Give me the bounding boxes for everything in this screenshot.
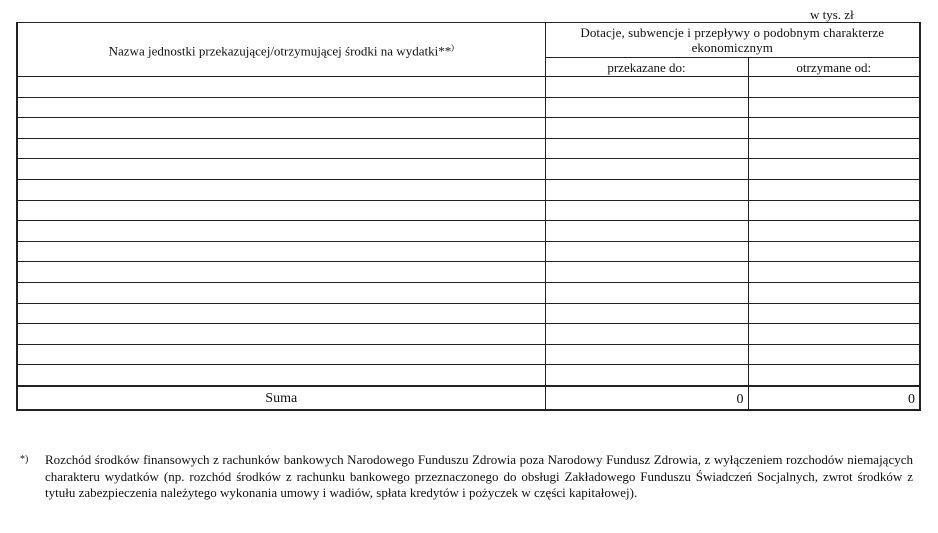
footnote-text: Rozchód środków finansowych z rachunków bankowych Narodowego Funduszu Zdrowia poza Narodowy Fundusz Zdrowia, z wyłączeniem rozchodów niemających charakteru wydatków (np. rozchód środków z rachunku bankowego przeznaczonego do obsługi Zakładowego Funduszu Świadczeń Socjalnych, zwrot środków z tytułu zabezpieczenia należytego wykonania umowy i wadiów, spłata kredytów i pożyczek w części kapitałowej). bbox=[45, 452, 913, 500]
transferred-to-header: przekazane do: bbox=[545, 58, 748, 77]
unit-name-cell bbox=[17, 159, 545, 180]
table-body bbox=[17, 77, 920, 386]
table-row bbox=[17, 221, 920, 242]
transferred-to-cell bbox=[545, 138, 748, 159]
received-from-cell bbox=[748, 262, 920, 283]
transferred-to-cell bbox=[545, 179, 748, 200]
transferred-to-cell bbox=[545, 344, 748, 365]
transferred-to-cell bbox=[545, 282, 748, 303]
sum-label: Suma bbox=[17, 386, 545, 410]
unit-name-cell bbox=[17, 97, 545, 118]
table-row bbox=[17, 344, 920, 365]
received-from-cell bbox=[748, 138, 920, 159]
table-row bbox=[17, 262, 920, 283]
transferred-to-cell bbox=[545, 97, 748, 118]
table-row bbox=[17, 200, 920, 221]
transferred-to-cell bbox=[545, 241, 748, 262]
unit-name-cell bbox=[17, 200, 545, 221]
footnote bbox=[20, 452, 913, 502]
unit-name-cell bbox=[17, 303, 545, 324]
unit-name-cell bbox=[17, 324, 545, 345]
received-from-header: otrzymane od: bbox=[748, 58, 920, 77]
transferred-to-cell bbox=[545, 324, 748, 345]
unit-name-header-text: Nazwa jednostki przekazującej/otrzymującej środki na wydatki** bbox=[108, 43, 452, 59]
unit-name-cell bbox=[17, 138, 545, 159]
received-from-cell bbox=[748, 97, 920, 118]
table-row bbox=[17, 118, 920, 139]
footnote-marker: *) bbox=[20, 454, 29, 465]
transferred-to-cell bbox=[545, 77, 748, 98]
unit-name-cell bbox=[17, 118, 545, 139]
transferred-to-cell bbox=[545, 262, 748, 283]
unit-name-cell bbox=[17, 282, 545, 303]
unit-name-cell bbox=[17, 344, 545, 365]
unit-name-cell bbox=[17, 365, 545, 386]
subsidies-group-header: Dotacje, subwencje i przepływy o podobnym charakterze ekonomicznym bbox=[545, 23, 920, 58]
received-from-cell bbox=[748, 159, 920, 180]
report-table bbox=[16, 22, 921, 411]
table-row bbox=[17, 282, 920, 303]
unit-name-column-header bbox=[17, 23, 545, 77]
received-from-cell bbox=[748, 241, 920, 262]
table-row bbox=[17, 138, 920, 159]
received-from-cell bbox=[748, 221, 920, 242]
unit-name-cell bbox=[17, 77, 545, 98]
transferred-to-cell bbox=[545, 200, 748, 221]
received-from-cell bbox=[748, 365, 920, 386]
sum-received-from-value: 0 bbox=[748, 386, 920, 410]
unit-label: w tys. zł bbox=[810, 7, 854, 22]
table-row bbox=[17, 303, 920, 324]
table-row bbox=[17, 77, 920, 98]
received-from-cell bbox=[748, 77, 920, 98]
received-from-cell bbox=[748, 118, 920, 139]
unit-name-cell bbox=[17, 179, 545, 200]
table-row bbox=[17, 159, 920, 180]
transferred-to-cell bbox=[545, 221, 748, 242]
transferred-to-cell bbox=[545, 303, 748, 324]
table-row bbox=[17, 365, 920, 386]
transferred-to-cell bbox=[545, 365, 748, 386]
unit-name-cell bbox=[17, 262, 545, 283]
transferred-to-cell bbox=[545, 159, 748, 180]
sum-transferred-to-value: 0 bbox=[545, 386, 748, 410]
table-row bbox=[17, 241, 920, 262]
table-row bbox=[17, 179, 920, 200]
footnote-reference: ) bbox=[451, 43, 454, 53]
received-from-cell bbox=[748, 200, 920, 221]
unit-name-cell bbox=[17, 241, 545, 262]
transferred-to-cell bbox=[545, 118, 748, 139]
sum-row bbox=[17, 386, 920, 410]
table-row bbox=[17, 97, 920, 118]
received-from-cell bbox=[748, 303, 920, 324]
received-from-cell bbox=[748, 324, 920, 345]
table-row bbox=[17, 324, 920, 345]
received-from-cell bbox=[748, 282, 920, 303]
received-from-cell bbox=[748, 344, 920, 365]
received-from-cell bbox=[748, 179, 920, 200]
unit-name-cell bbox=[17, 221, 545, 242]
